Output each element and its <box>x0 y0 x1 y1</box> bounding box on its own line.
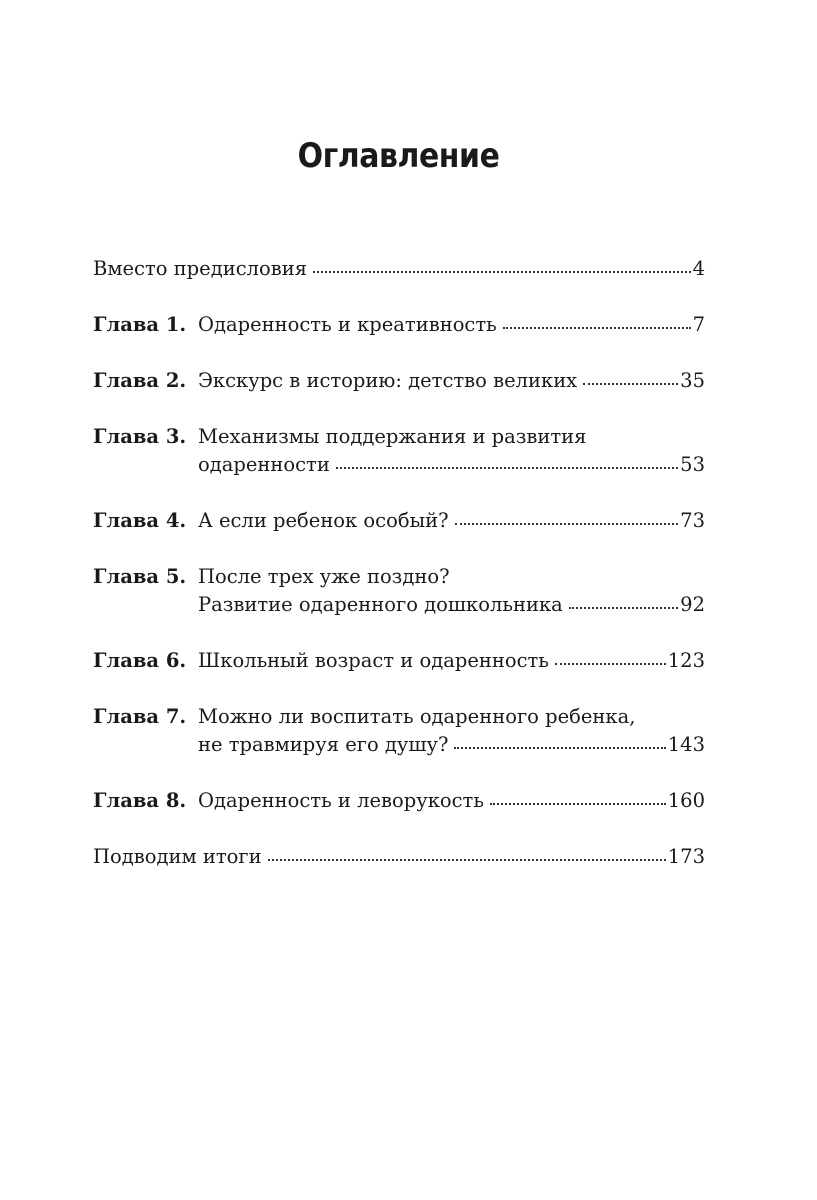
toc-line <box>198 507 705 535</box>
toc-entry-body <box>93 843 705 871</box>
chapter-label: Глава 8. <box>93 789 187 812</box>
toc-page-number: 160 <box>667 789 705 812</box>
toc-line <box>198 563 705 591</box>
toc-entry-title: Можно ли воспитать одаренного ребенка, <box>198 705 636 728</box>
toc-line <box>198 367 705 395</box>
toc-entry-title-continued: Развитие одаренного дошкольника <box>198 593 563 616</box>
dot-leader <box>455 508 679 528</box>
dot-leader <box>583 368 678 388</box>
chapter-label: Глава 4. <box>93 509 187 532</box>
toc-entry-title: Школьный возраст и одаренность <box>198 649 549 672</box>
toc-entry-body <box>93 255 705 283</box>
toc-entry-title: Подводим итоги <box>93 845 262 868</box>
toc-entry-body <box>198 507 705 535</box>
toc-page-number: 53 <box>680 453 705 476</box>
toc-line <box>198 731 705 759</box>
toc-page-number: 143 <box>667 733 705 756</box>
toc-entry-chapter-3[interactable] <box>93 423 705 479</box>
dot-leader <box>555 648 666 668</box>
chapter-label: Глава 1. <box>93 313 187 336</box>
toc-line <box>198 423 705 451</box>
dot-leader <box>490 788 666 808</box>
dot-leader <box>503 312 691 332</box>
toc-entry-title: Экскурс в историю: детство великих <box>198 369 578 392</box>
toc-page-number: 173 <box>667 845 705 868</box>
dot-leader <box>268 844 666 864</box>
toc-line <box>198 787 705 815</box>
dot-leader <box>336 452 678 472</box>
toc-entry-body <box>198 787 705 815</box>
toc-entry-chapter-1[interactable] <box>93 311 705 339</box>
toc-page-number: 4 <box>692 257 705 280</box>
toc-entry-title: Одаренность и леворукость <box>198 789 484 812</box>
toc-line <box>93 255 705 283</box>
toc-entry-chapter-5[interactable] <box>93 563 705 619</box>
chapter-label: Глава 5. <box>93 565 187 588</box>
chapter-label: Глава 3. <box>93 425 187 448</box>
table-of-contents <box>93 255 705 871</box>
toc-entry-body <box>198 563 705 619</box>
chapter-label: Глава 7. <box>93 705 187 728</box>
dot-leader <box>569 592 678 612</box>
toc-entry-title: После трех уже поздно? <box>198 565 450 588</box>
toc-entry-chapter-4[interactable] <box>93 507 705 535</box>
toc-entry-title: Вместо предисловия <box>93 257 308 280</box>
toc-entry-chapter-2[interactable] <box>93 367 705 395</box>
toc-entry-foreword[interactable] <box>93 255 705 283</box>
toc-line <box>198 647 705 675</box>
toc-page-number: 35 <box>680 369 705 392</box>
toc-line <box>198 591 705 619</box>
toc-page-number: 73 <box>680 509 705 532</box>
toc-entry-chapter-7[interactable] <box>93 703 705 759</box>
toc-line <box>198 451 705 479</box>
toc-entry-body <box>198 647 705 675</box>
toc-entry-title-continued: не травмируя его душу? <box>198 733 449 756</box>
toc-entry-title: А если ребенок особый? <box>198 509 449 532</box>
chapter-label: Глава 2. <box>93 369 187 392</box>
toc-entry-body <box>198 367 705 395</box>
dot-leader <box>454 732 665 752</box>
dot-leader <box>313 256 691 276</box>
toc-entry-chapter-6[interactable] <box>93 647 705 675</box>
toc-entry-title: Одаренность и креативность <box>198 313 497 336</box>
toc-page-number: 123 <box>667 649 705 672</box>
toc-page-number: 7 <box>692 313 705 336</box>
toc-entry-title-continued: одаренности <box>198 453 330 476</box>
toc-entry-title: Механизмы поддержания и развития <box>198 425 587 448</box>
toc-line <box>198 703 705 731</box>
page-title: Оглавление <box>297 136 500 176</box>
toc-entry-body <box>198 311 705 339</box>
toc-line <box>93 843 705 871</box>
toc-entry-conclusion[interactable] <box>93 843 705 871</box>
toc-entry-body <box>198 423 705 479</box>
toc-entry-chapter-8[interactable] <box>93 787 705 815</box>
toc-line <box>198 311 705 339</box>
toc-page-number: 92 <box>680 593 705 616</box>
chapter-label: Глава 6. <box>93 649 187 672</box>
toc-entry-body <box>198 703 705 759</box>
